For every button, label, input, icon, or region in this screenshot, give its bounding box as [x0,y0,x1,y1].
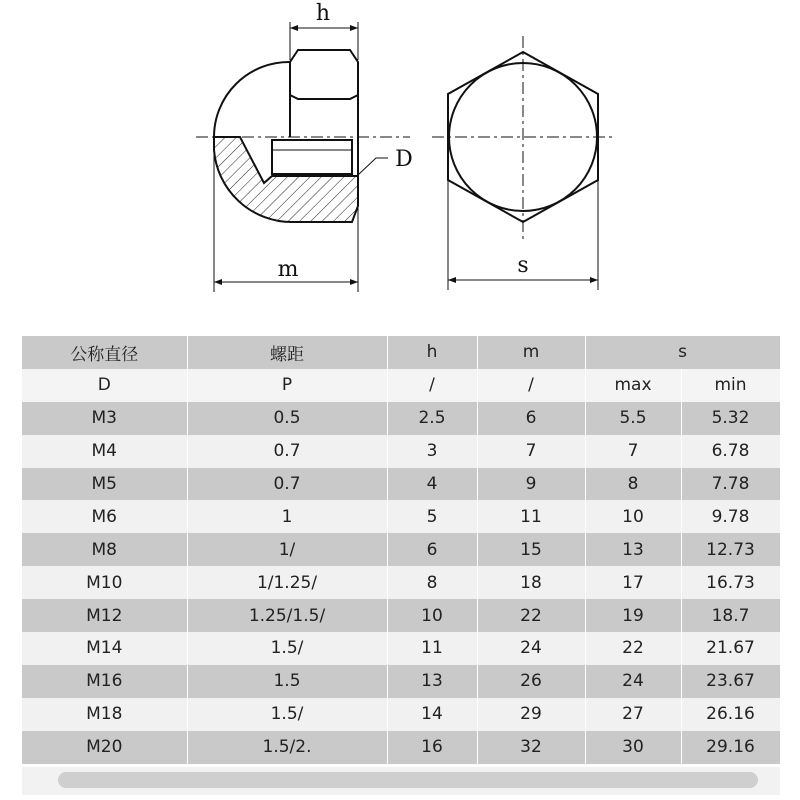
cell-size: M14 [22,632,187,665]
cell-s-max: 8 [585,468,681,501]
cell-s-max: 24 [585,665,681,698]
cell-h: 11 [387,632,477,665]
cell-size: M12 [22,599,187,632]
cell-m: 22 [477,599,585,632]
cell-size: M4 [22,435,187,468]
cell-s-min: 23.67 [681,665,780,698]
cell-m: 24 [477,632,585,665]
cell-s-min: 5.32 [681,402,780,435]
dim-label-m: m [277,257,299,282]
cell-pitch: 1.5/ [187,632,387,665]
cell-h: 14 [387,698,477,731]
spec-table [22,336,781,764]
subheader-h: / [387,369,477,402]
cell-pitch: 1.5/ [187,698,387,731]
cell-size: M8 [22,533,187,566]
subheader-D: D [22,369,187,402]
cell-s-min: 6.78 [681,435,780,468]
cell-m: 32 [477,731,585,764]
cell-s-min: 21.67 [681,632,780,665]
table-row [22,500,780,533]
cell-s-min: 7.78 [681,468,780,501]
cell-pitch: 1.5/2. [187,731,387,764]
header-s: s [585,336,780,369]
table-row [22,665,780,698]
header-pitch: 螺距 [187,336,387,369]
cell-size: M6 [22,500,187,533]
cell-m: 18 [477,566,585,599]
table-row [22,599,780,632]
subheader-P: P [187,369,387,402]
cell-s-max: 17 [585,566,681,599]
header-row-2 [22,369,780,402]
header-row-1 [22,336,780,369]
cell-h: 5 [387,500,477,533]
scrollbar[interactable] [58,772,758,788]
cell-pitch: 1/ [187,533,387,566]
cell-h: 16 [387,731,477,764]
cell-pitch: 1.25/1.5/ [187,599,387,632]
header-m: m [477,336,585,369]
cell-pitch: 0.5 [187,402,387,435]
cell-size: M18 [22,698,187,731]
cell-s-max: 19 [585,599,681,632]
cell-s-max: 13 [585,533,681,566]
dim-label-s: s [517,253,529,278]
cell-s-min: 29.16 [681,731,780,764]
cell-m: 6 [477,402,585,435]
cap-nut-drawing [0,0,800,320]
cell-pitch: 1/1.25/ [187,566,387,599]
table-row [22,731,780,764]
table-row [22,402,780,435]
table-row [22,533,780,566]
cell-m: 15 [477,533,585,566]
side-view [214,22,388,292]
table-row [22,632,780,665]
cell-h: 6 [387,533,477,566]
cell-h: 8 [387,566,477,599]
cell-size: M3 [22,402,187,435]
cell-m: 7 [477,435,585,468]
cell-s-min: 9.78 [681,500,780,533]
table-row [22,698,780,731]
subheader-s-max: max [585,369,681,402]
cell-h: 4 [387,468,477,501]
subheader-m: / [477,369,585,402]
cell-size: M10 [22,566,187,599]
table-row [22,435,780,468]
dim-label-h: h [315,1,331,26]
cell-size: M20 [22,731,187,764]
cell-s-max: 30 [585,731,681,764]
cell-s-max: 27 [585,698,681,731]
cell-m: 9 [477,468,585,501]
dim-label-D: D [395,147,413,172]
cell-s-max: 5.5 [585,402,681,435]
cell-h: 10 [387,599,477,632]
cell-pitch: 0.7 [187,468,387,501]
cell-s-max: 7 [585,435,681,468]
cell-s-min: 16.73 [681,566,780,599]
cell-s-max: 10 [585,500,681,533]
cell-size: M5 [22,468,187,501]
cell-s-min: 18.7 [681,599,780,632]
cell-m: 11 [477,500,585,533]
cell-m: 26 [477,665,585,698]
cell-s-min: 12.73 [681,533,780,566]
cell-h: 13 [387,665,477,698]
header-nominal-diameter: 公称直径 [22,336,187,369]
cell-m: 29 [477,698,585,731]
spec-table-body [22,336,780,764]
table-row [22,468,780,501]
cell-size: M16 [22,665,187,698]
cell-h: 3 [387,435,477,468]
cell-h: 2.5 [387,402,477,435]
cell-pitch: 1.5 [187,665,387,698]
subheader-s-min: min [681,369,780,402]
header-h: h [387,336,477,369]
cell-pitch: 1 [187,500,387,533]
cell-pitch: 0.7 [187,435,387,468]
table-row [22,566,780,599]
cell-s-max: 22 [585,632,681,665]
cell-s-min: 26.16 [681,698,780,731]
